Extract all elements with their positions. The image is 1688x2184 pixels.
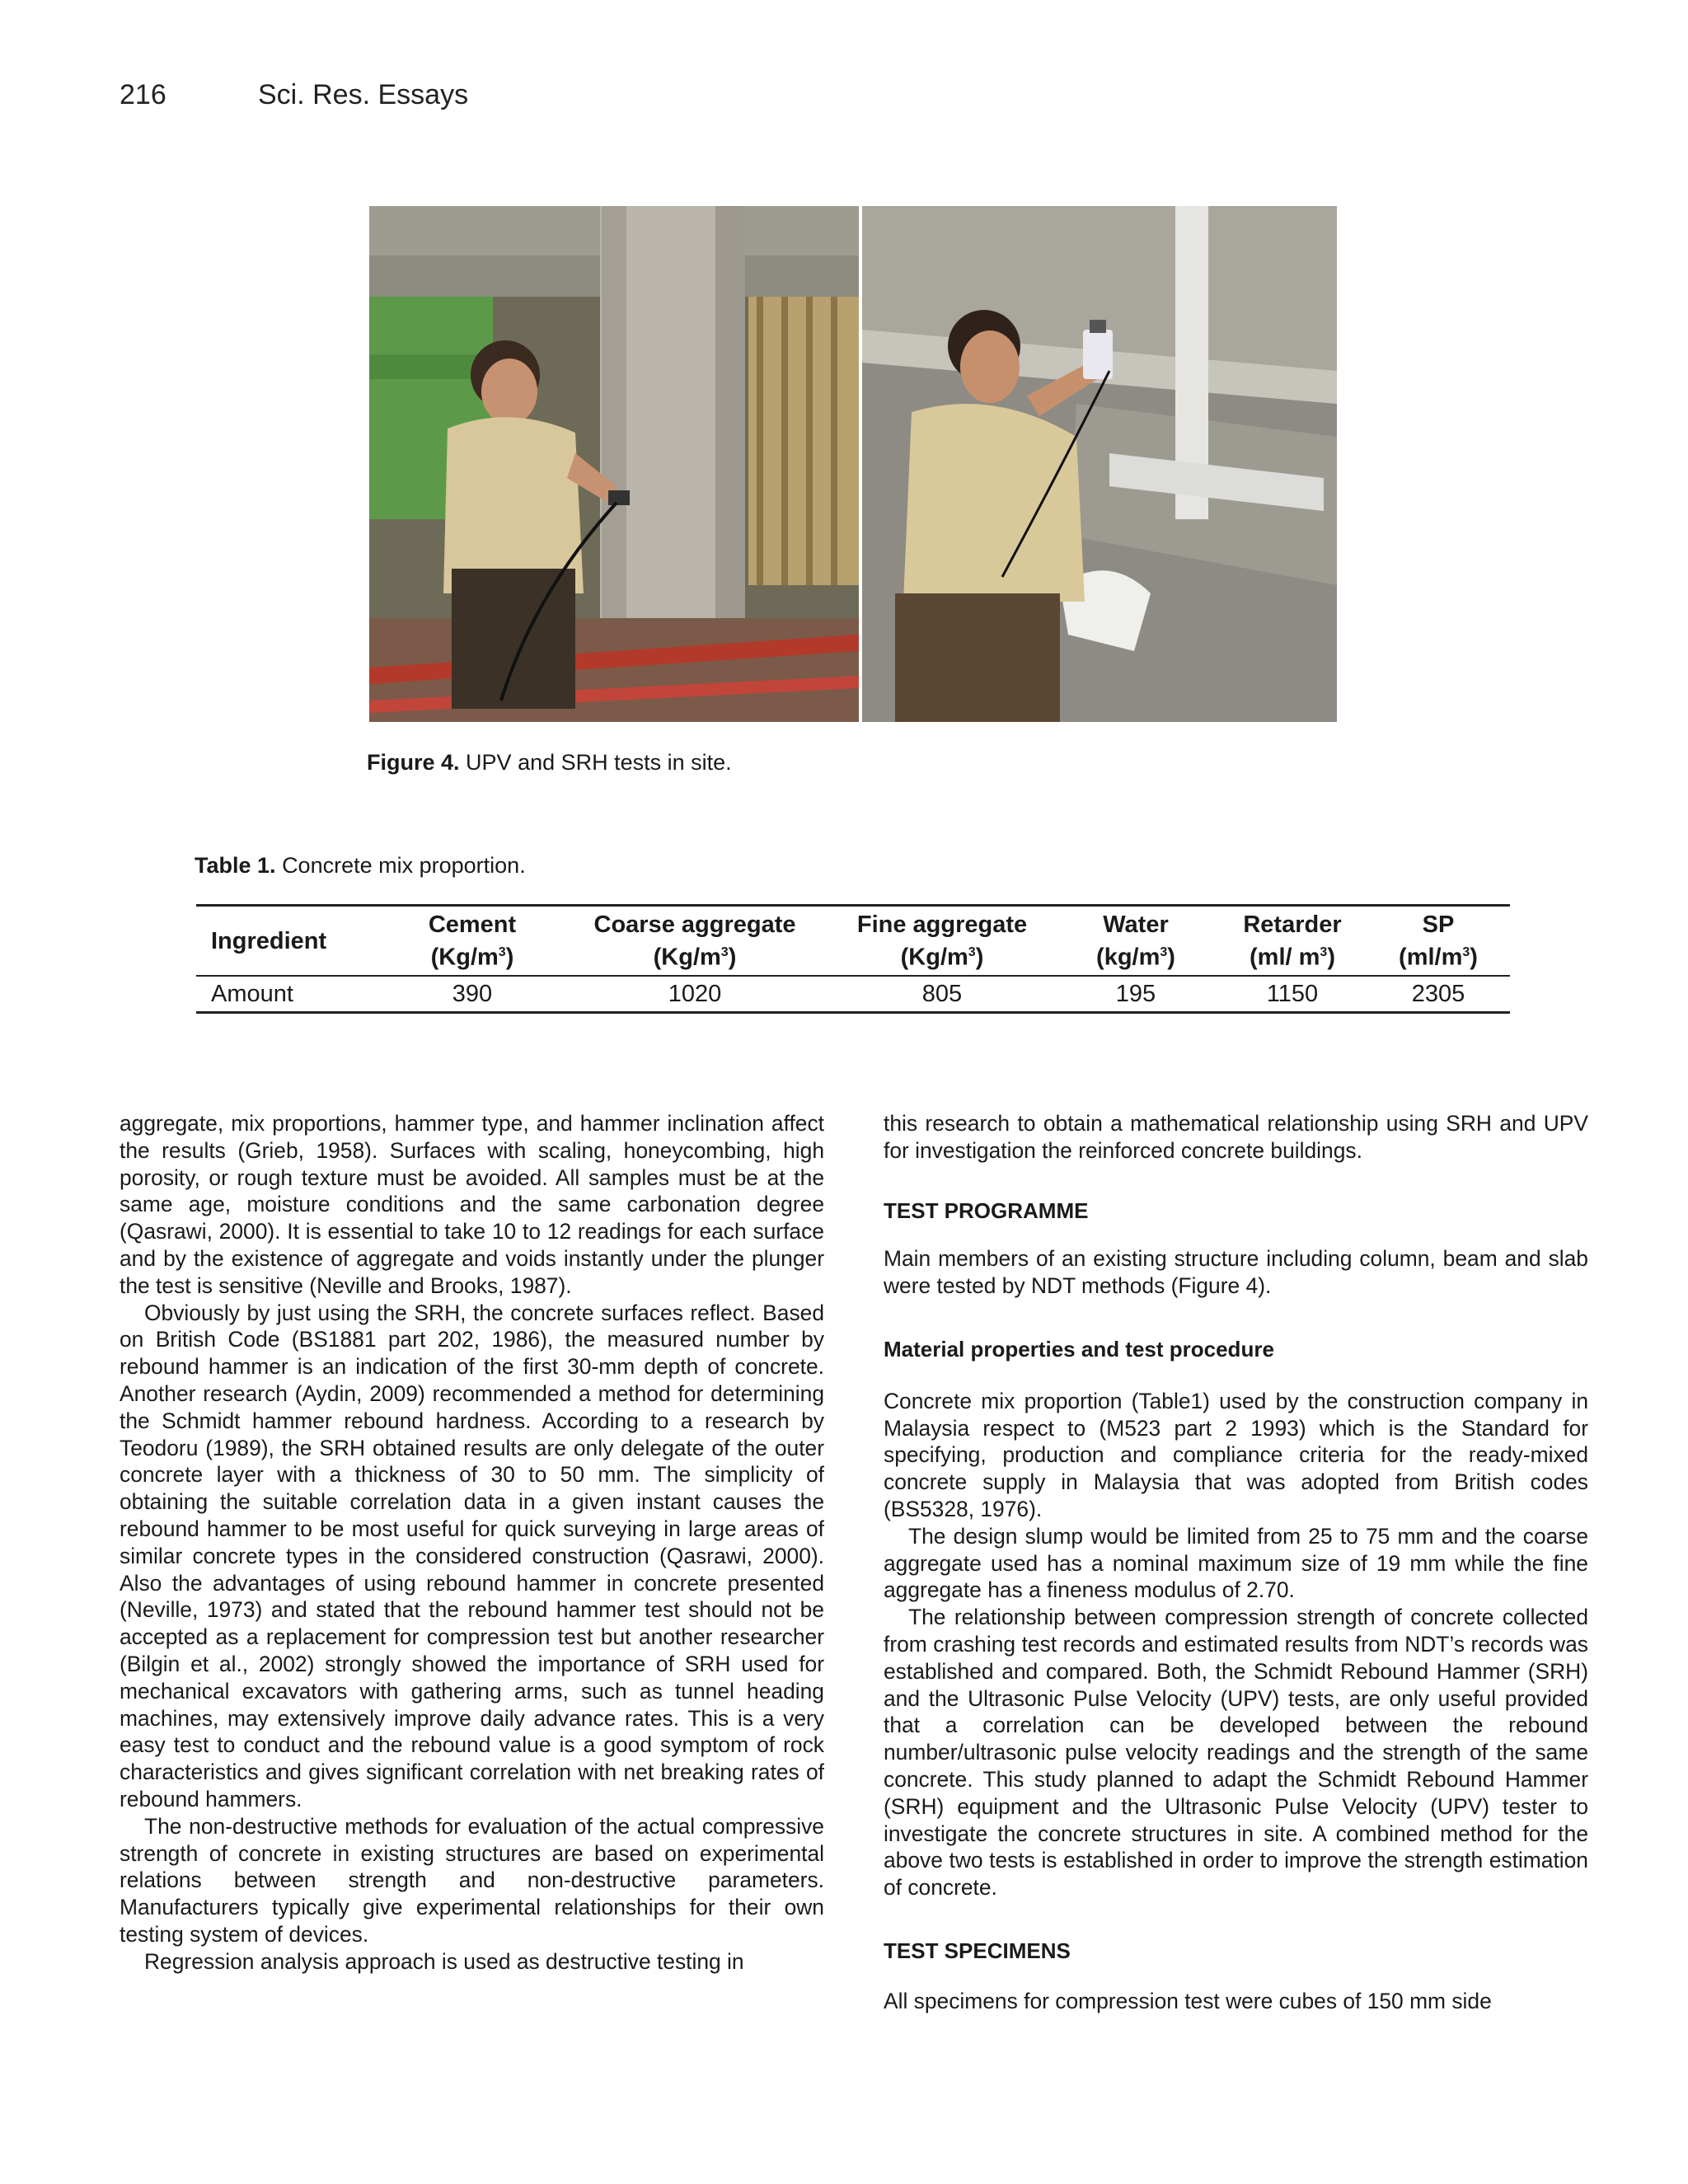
heading-test-programme: TEST PROGRAMME bbox=[884, 1197, 1089, 1223]
paragraph: Regression analysis approach is used as destructive testing in bbox=[144, 1948, 744, 1974]
cell-cement: 390 bbox=[452, 980, 493, 1007]
row-label: Amount bbox=[211, 980, 293, 1007]
paragraph: aggregate, mix proportions, hammer type, and hammer inclination affect the results (Grieb, 1958). Surfaces with scaling, honeycombing, high porosity, or rough texture must be avoided. All samples must be at the same age, moisture conditions and the same carbonation degree (Qasrawi, 2000). It is essential to take 10 to 12 readings for each surface and by the existence of aggregate and voids instantly under the plunger the test is sensitive (Neville and Brooks, 1987). bbox=[120, 1111, 824, 1298]
paragraph: Concrete mix proportion (Table1) used by the construction company in Malaysia respect to (M523 part 2 1993) which is the Standard for specifying, production and compliance criteria for the ready-mixed concrete supply in Malaysia that was adopted from British codes (BS5328, 1976). bbox=[884, 1388, 1588, 1521]
right-text-column bbox=[884, 1110, 1588, 2015]
header-fine-aggregate: Fine aggregate $(Kg/m^3)$ bbox=[856, 912, 1028, 971]
paragraph: The relationship between compression strength of concrete collected from crashing test records and estimated results from NDT’s records was established and compared. Both, the Schmidt Rebound Hammer (SRH) and the Ultrasonic Pulse Velocity (UPV) tests, are only useful provided that a correlation can be developed between the rebound number/ultrasonic pulse velocity readings and the strength of the same concrete. This study planned to adapt the Schmidt Rebound Hammer (SRH) equipment and the Ultrasonic Pulse Velocity (UPV) tester to investigate the concrete structures in site. A combined method for the above two tests is established in order to improve the strength estimation of concrete. bbox=[884, 1605, 1588, 1900]
cell-retarder: 1150 bbox=[1266, 980, 1319, 1007]
cell-coarse-aggregate: 1020 bbox=[668, 980, 722, 1007]
header-retarder: Retarder (ml/ $m^3$) bbox=[1243, 912, 1342, 971]
table-header-row bbox=[196, 906, 1510, 976]
paragraph: Main members of an existing structure including column, beam and slab were tested by NDT methods (Figure 4). bbox=[884, 1246, 1588, 1299]
cell-water: 195 bbox=[1115, 980, 1156, 1007]
paragraph: Obviously by just using the SRH, the concrete surfaces reflect. Based on British Code (BS1881 part 202, 1986), the measured number by rebound hammer is an indication of the first 30-mm depth of concrete. Another research (Aydin, 2009) recommended a method for determining the Schmidt hammer rebound hardness. According to a research by Teodoru (1989), the SRH obtained results are only delegate of the outer concrete layer with a thickness of 30 to 50 mm. The simplicity of obtaining the suitable correlation data in a given instant causes the rebound hammer to be most useful for quick surveying in large areas of similar concrete types in the considered construction (Qasrawi, 2000). Also the advantages of using rebound hammer in concrete presented (Neville, 1973) and stated that the rebound hammer test should not be accepted as a replacement for compression test but another researcher (Bilgin et al., 2002) strongly showed the importance of SRH used for mechanical excavators with gathering arms, such as tunnel heading machines, may extensively improve daily advance rates. This is a very easy test to conduct and the rebound value is a good symptom of rock characteristics and gives significant correlation with net breaking rates of rebound hammers. bbox=[120, 1300, 824, 1811]
paragraph: The non-destructive methods for evaluation of the actual compressive strength of concrete in existing structures are based on experimental relations between strength and non-destructive parameters. Manufacturers typically give experimental relationships for their own testing system of devices. bbox=[120, 1813, 824, 1947]
figure-caption-text: UPV and SRH tests in site. bbox=[466, 750, 732, 775]
photo-slab-upv-test bbox=[862, 206, 1337, 722]
concrete-mix-table bbox=[196, 904, 1510, 1014]
page-number: 216 bbox=[120, 79, 166, 110]
header-coarse-aggregate: Coarse aggregate $(Kg/m^3)$ bbox=[593, 912, 796, 971]
figure-label: Figure 4. bbox=[367, 750, 460, 775]
photo-slab-illustration bbox=[862, 206, 1337, 722]
table-caption-text: Concrete mix proportion. bbox=[282, 853, 526, 878]
paragraph: All specimens for compression test were cubes of 150 mm side bbox=[884, 1988, 1492, 2013]
photo-column-rebound-test bbox=[369, 206, 859, 722]
figure-caption bbox=[367, 750, 732, 776]
cell-sp: 2305 bbox=[1411, 980, 1465, 1007]
header-sp: SP $(ml/m^3)$ bbox=[1399, 912, 1478, 971]
table-label: Table 1. bbox=[195, 853, 276, 878]
header-ingredient: Ingredient bbox=[211, 927, 327, 954]
figure-4 bbox=[369, 206, 1337, 722]
photo-column-illustration bbox=[369, 206, 859, 722]
table-caption bbox=[195, 853, 526, 879]
journal-name: Sci. Res. Essays bbox=[258, 79, 469, 110]
header-cement: Cement $(Kg/m^3)$ bbox=[428, 912, 517, 971]
paragraph: The design slump would be limited from 25 to 75 mm and the coarse aggregate used has a nominal maximum size of 19 mm while the fine aggregate has a fineness modulus of 2.70. bbox=[884, 1523, 1588, 1603]
table-row-amount bbox=[196, 976, 1510, 1013]
header-water: Water $(kg/m^3)$ bbox=[1096, 912, 1175, 971]
cell-fine-aggregate: 805 bbox=[921, 980, 963, 1007]
heading-material-properties: Material properties and test procedure bbox=[884, 1336, 1274, 1361]
left-text-column bbox=[120, 1110, 824, 1975]
paragraph: this research to obtain a mathematical relationship using SRH and UPV for investigation the reinforced concrete buildings. bbox=[884, 1111, 1588, 1163]
running-head bbox=[120, 79, 468, 111]
heading-test-specimens: TEST SPECIMENS bbox=[884, 1938, 1071, 1963]
